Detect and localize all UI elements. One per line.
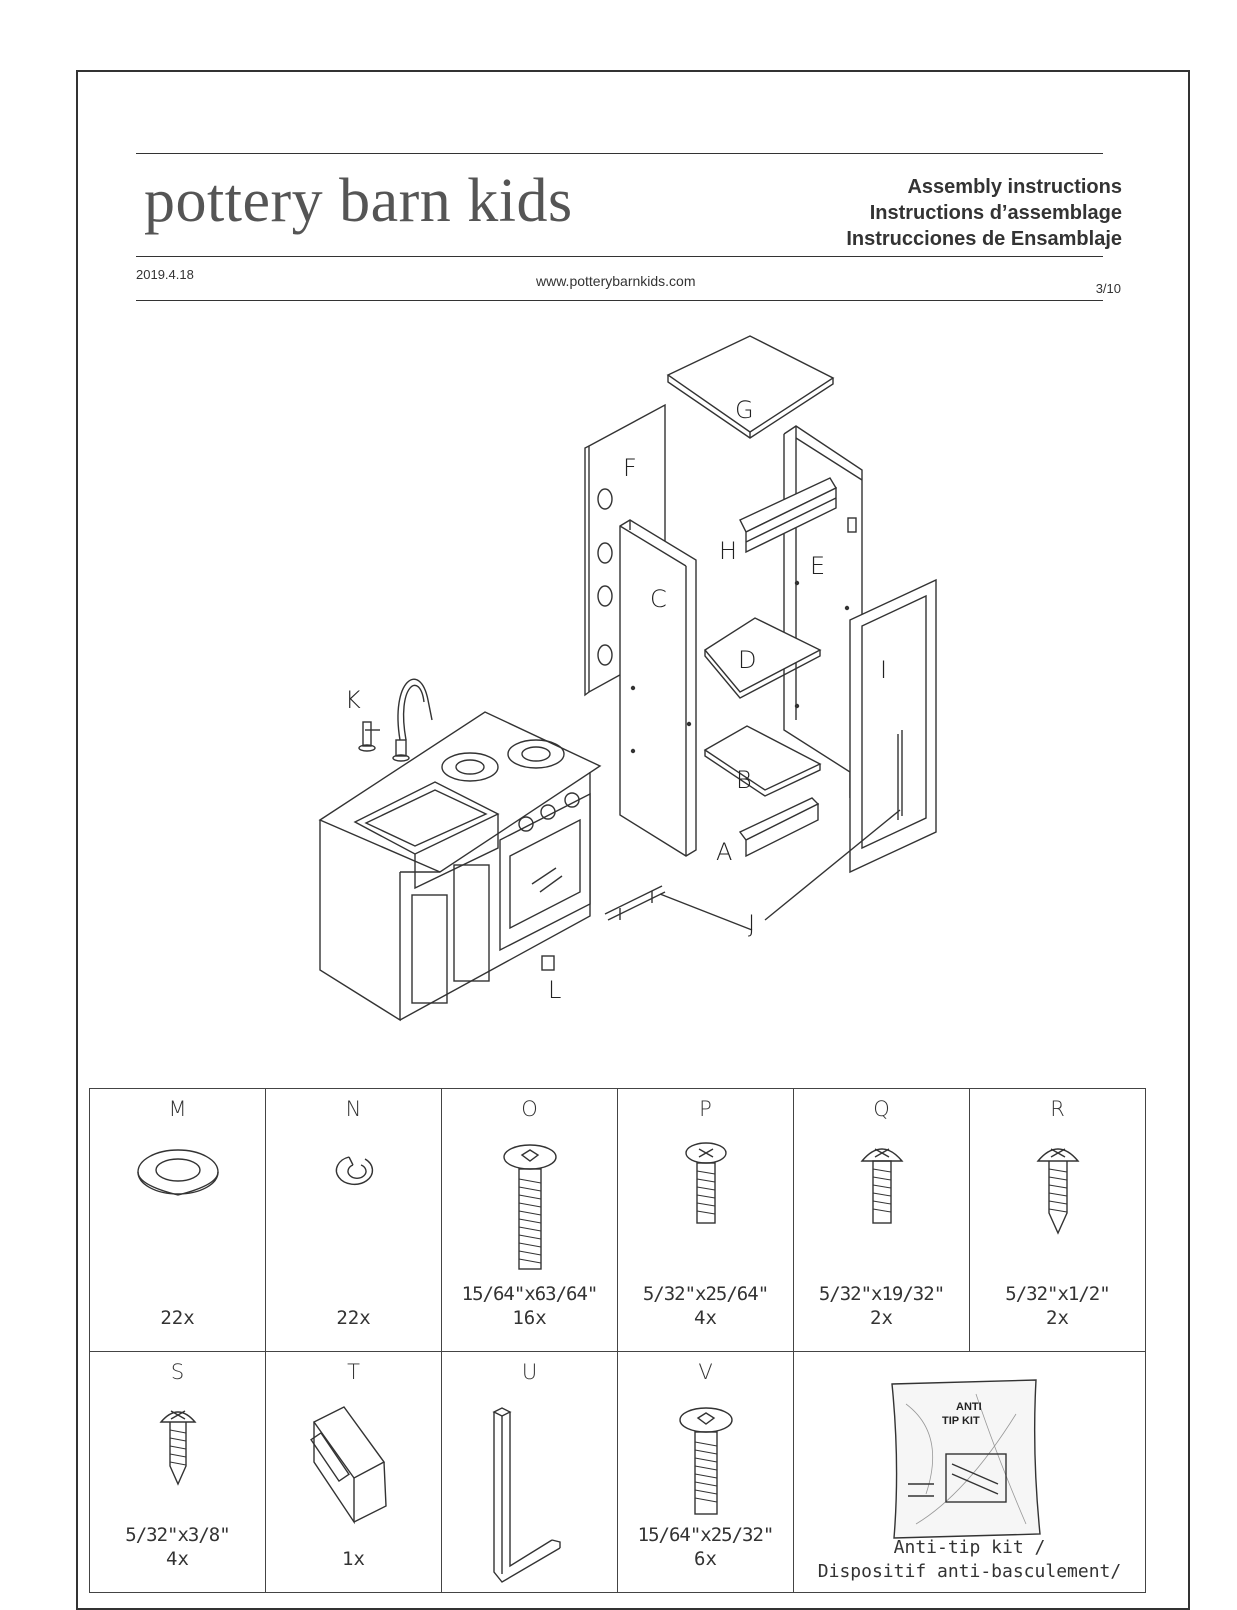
part-quantity: 4x [166, 1548, 189, 1570]
header-rule-top [136, 153, 1103, 154]
kit-bag-text: ANTI [956, 1401, 982, 1413]
part-label: N [345, 1097, 362, 1121]
part-dimensions: 5/32"x3/8" [125, 1524, 230, 1546]
parts-row [90, 1352, 1146, 1593]
label-f: F [623, 454, 637, 482]
part-quantity: 4x [694, 1307, 717, 1329]
hex-bolt-icon [676, 1402, 736, 1522]
part-label: Q [873, 1097, 890, 1121]
rail-a [740, 798, 818, 856]
part-label: T [347, 1360, 360, 1384]
shelf-b [705, 726, 820, 796]
part-cell-u [442, 1352, 618, 1593]
label-e: E [810, 552, 826, 580]
part-cell-o [442, 1089, 618, 1352]
part-label: S [170, 1360, 185, 1384]
part-quantity: 22x [336, 1307, 371, 1329]
header-rule-bottom [136, 300, 1103, 301]
label-i: I [880, 656, 888, 684]
title-french: Instructions d’assemblage [869, 202, 1122, 224]
part-cell-r [970, 1089, 1146, 1352]
door-i [850, 580, 936, 872]
part-dimensions: 15/64"x25/32" [637, 1524, 774, 1546]
label-l: L [548, 976, 562, 1004]
title-english: Assembly instructions [907, 176, 1122, 198]
part-quantity: 16x [512, 1307, 547, 1329]
website-url: www.potterybarnkids.com [536, 273, 696, 289]
phillips-bolt-icon [681, 1139, 731, 1229]
part-label: U [521, 1360, 538, 1384]
label-c: C [650, 585, 667, 613]
wood-screw-icon [153, 1402, 203, 1492]
hex-bolt-icon [500, 1139, 560, 1279]
pointed-screw-icon [1033, 1139, 1083, 1239]
part-dimensions: 5/32"x25/64" [642, 1283, 769, 1305]
part-cell-q [794, 1089, 970, 1352]
part-cell-p [618, 1089, 794, 1352]
label-d: D [738, 646, 757, 674]
label-k: K [345, 686, 361, 714]
part-quantity: 22x [160, 1307, 195, 1329]
part-label: P [699, 1097, 712, 1121]
part-cell-anti-tip-kit [794, 1352, 1146, 1593]
part-quantity: 1x [342, 1548, 365, 1570]
part-cell-n [266, 1089, 442, 1352]
caption-line: Dispositif anti-basculement/ [817, 1561, 1122, 1582]
parts-row [90, 1089, 1146, 1352]
part-cell-s [90, 1352, 266, 1593]
rail-h [740, 478, 836, 552]
part-cell-m [90, 1089, 266, 1352]
exploded-assembly-diagram [300, 320, 960, 1040]
part-quantity: 6x [694, 1548, 717, 1570]
title-spanish: Instrucciones de Ensamblaje [846, 228, 1122, 250]
anti-tip-caption [794, 1536, 1145, 1584]
part-cell-v [618, 1352, 794, 1593]
hardware-parts-table [89, 1088, 1146, 1593]
page-number: 3/10 [1095, 281, 1121, 296]
washer-icon [133, 1139, 223, 1209]
panel-c-front [620, 520, 696, 856]
part-quantity: 2x [1046, 1307, 1069, 1329]
magnet-catch-icon [304, 1402, 404, 1532]
part-dimensions: 5/32"x19/32" [818, 1283, 945, 1305]
allen-key-icon [480, 1402, 580, 1592]
anti-tip-kit-bag-icon [886, 1374, 1046, 1544]
part-label: M [168, 1097, 187, 1121]
split-ring-icon [319, 1139, 389, 1209]
header-rule-middle [136, 256, 1103, 257]
faucet-k [359, 679, 432, 761]
part-dimensions: 5/32"x1/2" [1005, 1283, 1110, 1305]
part-cell-t [266, 1352, 442, 1593]
part-label: V [698, 1360, 713, 1384]
kit-bag-text: TIP KIT [942, 1415, 980, 1427]
label-a: A [716, 838, 733, 866]
label-g: G [735, 396, 754, 424]
label-b: B [736, 766, 752, 794]
shelf-d [705, 618, 820, 698]
brand-logo: pottery barn kids [144, 167, 573, 235]
caption-line: Anti-tip kit / [893, 1537, 1046, 1558]
part-label: O [521, 1097, 538, 1121]
kitchen-base [320, 712, 600, 1020]
part-quantity: 2x [870, 1307, 893, 1329]
part-label: R [1050, 1097, 1065, 1121]
label-h: H [719, 537, 738, 565]
label-j: J [748, 910, 756, 938]
phillips-screw-icon [857, 1139, 907, 1229]
part-dimensions: 15/64"x63/64" [461, 1283, 598, 1305]
document-titles [846, 174, 1122, 252]
document-date: 2019.4.18 [136, 267, 194, 282]
